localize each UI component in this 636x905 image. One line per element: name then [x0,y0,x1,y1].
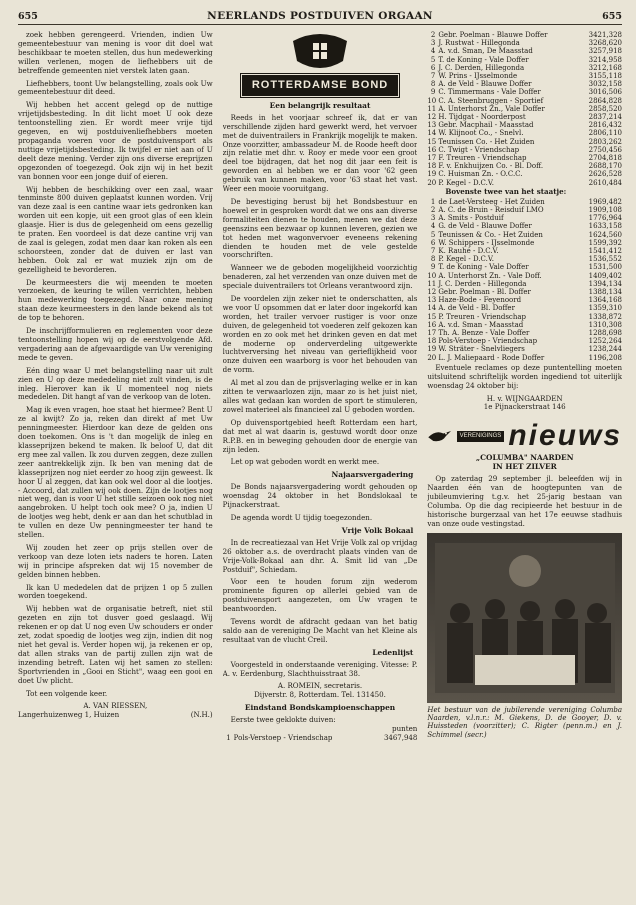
rank-points: 2806,110 [588,129,622,138]
rank-number: 5 [430,55,436,64]
rank-points: 3212,168 [588,63,622,72]
column-left [18,31,213,905]
ranking-row [427,31,622,39]
rank-name: A. C. de Bruin - Reisduif LMO [438,205,544,214]
col1-paragraph: Liefhebbers, toont Uw belangstelling, zoals ook Uw gemeentebestuur dit deed. [18,78,213,97]
rank-number: 9 [430,88,436,97]
important-paragraph: Let op wat geboden wordt en werkt mee. [230,457,380,467]
rank-number: 2 [430,205,436,214]
column-middle [223,31,418,905]
ranking-row [427,321,622,329]
col1-paragraph: Wij hebben de beschikking over een zaal, waar tenminste 800 duiven geplaatst kunnen worden. Vrij van deze zaal is een cantine waar iets gedronken kan worden uit een kopje, uit een groot glas of een klein glaasje. Hier is dus de gelegenheid om eens gezellig te praten. Een voordeel is dat deze cantine vrij van de zaal is gelegen, zodat men daar kan roken als een schoorsteen, zonder dat de duiven er last van hebben. Ook zal er wat muziek zijn om de gezelligheid te bevorderen. [18,184,213,274]
rank-points: 2864,828 [588,96,622,105]
rank-points: 1531,500 [588,263,622,272]
rank-name: K. Rauhé - D.C.V. [438,246,499,255]
romein-signature: A. ROMEIN, secretaris. [277,681,363,691]
ranking-row [427,179,622,187]
heading-kampioenschappen: Eindstand Bondskampioenschappen [244,703,396,713]
ranking-row [427,263,622,271]
rank-name: W. Prins - IJsselmonde [438,72,518,81]
ranking-row [427,354,622,362]
rank-number: 4 [430,222,436,231]
col1-paragraph: Wij hebben het accent gelegd op de nuttige vrijetijdsbesteding. In dit licht moet U ook deze tentoonstelling zien. Er wordt meer vrije tijd gegeven, en wij postduivenliefhebbers moeten propaganda voeren voor de postduivensport als nuttige vrijetijdsbesteding. Ik twijfel er niet aan of U deelt deze mening. Verder zijn ons diverse ereprijzen opgezonden of toegezegd. Ook zijn wij in het bezit van bonnen voor een jonge duif of eieren. [18,100,213,181]
rank-name: W. Schippers - IJsselmonde [438,238,535,247]
rank-points: 1196,208 [588,353,622,362]
rank-number: 6 [430,238,436,247]
ranking-subtitle: Bovenste twee van het staatje: [445,186,567,196]
rank-name: A. de Veld - Blauwe Doffer [438,80,532,89]
ranking-row [427,239,622,247]
rank-number: 20 [427,178,437,187]
rank-name: Th. A. Benze - Vale Doffer [438,329,530,338]
rank-points: 2858,520 [588,104,622,113]
rank-points: 1394,134 [588,279,622,288]
rank-number: 1 [226,734,231,742]
ranking-row [427,231,622,239]
ranking-row [427,288,622,296]
ranking-row [223,734,418,742]
rank-name: Teunissen & Co. - Het Zuiden [438,230,543,239]
ranking-list-2 [427,198,622,362]
rank-name: Teunissen Co. - Het Zuiden [438,137,535,146]
rank-number: 10 [427,96,437,105]
page-number-left: 655 [18,11,38,22]
ranking-row [427,138,622,146]
ranking-row [427,129,622,137]
bond-title: ROTTERDAMSE BOND [242,75,398,96]
rank-number: 18 [427,337,437,346]
photo-people-icon [435,543,615,693]
rank-points: 2837,214 [588,113,622,122]
col1-paragraph: Wij hebben wat de organisatie betreft, niet stil gezeten en zijn tot dusver goed geslaagd. Wij rekenen er op dat U nog even Uw schouders er onder zet, zodat spoedig de lootjes weg zijn, indien dit nog niet het geval is. Verder hopen wij, ja rekenen er op, dat allen straks van de partij zullen zijn wat de inzending betreft. Laten wij het samen zo stellen: Sportvrienden in „Gooi en Sticht", waag een gooi en doet Uw plicht. [18,604,213,685]
rank-name: Gebr. Macphail - Maasstad [438,121,534,130]
wijngaarden-name: H. v. WIJNGAARDEN [486,393,563,403]
ranking-row [427,296,622,304]
rank-number: 15 [427,312,437,321]
rank-number: 4 [430,47,436,56]
rank-name: C. Huisman Zn. - O.C.C. [438,170,523,179]
rank-number: 19 [427,170,437,179]
signature-address [18,711,213,720]
rank-name: A. Smits - Postduif [438,214,504,223]
rank-points: 3032,158 [588,80,622,89]
rank-name: H. Tijdgat - Noorderpost [438,113,526,122]
board-photo [427,533,622,703]
rank-points: 1969,482 [588,197,622,206]
rank-points: 1909,108 [588,205,622,214]
rank-points: 3421,328 [588,31,622,39]
rank-number: 16 [427,145,437,154]
ranking-row [427,337,622,345]
ranking-row [427,97,622,105]
ranking-row [427,39,622,47]
column-right [427,31,622,905]
rank-number: 3 [430,214,436,223]
rank-number: 3 [430,39,436,48]
col1-paragraph: Ik kan U mededelen dat de prijzen 1 op 5 zullen worden toegekend. [18,582,213,601]
rank-name: J. C. Derden - Hillegonda [438,279,527,288]
col1-paragraph: Wij zouden het zeer op prijs stellen over de verkoop van deze loten iets naders te horen. Laten wij in principe afspreken dat wij 15 november de gelden binnen hebben. [18,542,213,579]
rank-number: 13 [427,296,437,305]
rank-points: 2750,456 [588,145,622,154]
rank-points: 2688,170 [588,162,622,171]
signature-riessen: A. VAN RIESSEN, [83,701,148,711]
address-line: Langerhuizenweg 1, Huizen [18,710,120,720]
rank-points: 3268,620 [588,39,622,48]
rank-number: 13 [427,121,437,130]
meeting-text: De Bonds najaarsvergadering wordt gehouden op woensdag 24 oktober in het Bondslokaal te Pijnackerstraat. [222,482,418,510]
rank-name: Haze-Bode - Feyenoord [438,296,522,305]
rank-name: W. Sträter - Snelvliegers [438,345,525,354]
rank-name: C. A. Steenbruggen - Sportief [438,96,544,105]
vrije-volk-paragraph: Tevens wordt de afdracht gedaan van het batig saldo aan de vereniging De Macht van het Kleine als resultaat van de vlucht Creil. [222,617,418,644]
ranking-row [427,247,622,255]
ranking-row [427,72,622,80]
ranking-row [427,88,622,96]
rank-number: 14 [427,304,437,313]
rank-number: 1 [430,197,436,206]
rank-name: P. Treuren - Vriendschap [438,312,527,321]
ranking-row [427,113,622,121]
punten-label: punten [392,724,418,734]
rank-name: A. de Veld - Bl. Doffer [438,304,515,313]
pigeon-icon [427,422,452,450]
ranking-row [427,47,622,55]
important-paragraph: Al met al zou dan de prijsverlaging welke er in kan zitten te verwaarlozen zijn, maar zo is het juist niet, alles wat gedaan kan worden de sport te stimuleren, zowel materieel als financieel zal U geboden worden. [222,378,418,414]
ranking-row [427,198,622,206]
rank-points: 1364,168 [588,296,622,305]
rank-number: 19 [427,345,437,354]
rank-number: 7 [430,246,436,255]
rank-points: 1409,402 [588,271,622,280]
rank-name: C. Twigt - Vriendschap [438,145,520,154]
ranking-row [427,329,622,337]
heading-ledenlijst: Ledenlijst [372,647,414,657]
ranking-row [427,154,622,162]
heading-columba-1: „COLUMBA" NAARDEN [475,453,574,463]
ranking-row [427,146,622,154]
rank-name: W. Klijnoot Co., - Snelvl. [438,129,524,138]
photo-caption: Het bestuur van de jubilerende vereniging Columba Naarden, v.l.n.r.: M. Giekens, D. de Gooyer, D. v. Huissteden (voorzitter); C. Rigter (penn.m.) en J. Schimmel (secr.) [427,705,622,739]
vrije-volk-paragraph: Voor een te houden forum zijn wederom prominente figuren op allerlei gebied van de postduivensport aangezeten, om Uw vragen te beantwoorden. [222,577,418,614]
rank-number: 8 [430,80,436,89]
rank-name: C. Timmermans - Vale Doffer [438,88,541,97]
rank-points: 3155,118 [588,72,622,81]
rank-name: Gebr. Poelman - Blauwe Doffer [438,31,548,39]
ranking-row [427,255,622,263]
rank-points: 1359,310 [588,304,622,313]
rank-number: 11 [427,279,437,288]
col1-paragraph: zoek hebben gerengeerd. Vrienden, indien Uw gemeentebestuur van mening is voor dit doel wat beschikbaar te moeten stellen, dus hun medewerking willen verlenen, mogen de liefhebbers uit de betreffende gemeenten niet verstek laten gaan. [18,31,213,75]
vrije-volk-article [223,539,418,645]
important-paragraph: De bevestiging berust bij het Bondsbestuur en hoewel er in gesproken wordt dat we ons aan diverse formaliteiten dienen te houden, menen we dat deze geenszins een bezwaar op kunnen leveren, gezien we tot heden met wagonvervoer eveneens rekening dienden te houden met de vele gestelde voorschriften. [222,196,418,260]
rank-number: 12 [427,113,437,122]
rank-number: 16 [427,320,437,329]
rank-name: Pols-Verstoep - Vriendschap [233,734,333,742]
rank-points: 1252,264 [588,337,622,346]
rank-points: 1288,698 [588,329,622,338]
rank-points: 1776,964 [588,214,622,223]
ranking-row [427,313,622,321]
rank-number: 7 [430,72,436,81]
wijngaarden-address: 1e Pijnackerstraat 146 [483,402,566,412]
ranking-row [427,304,622,312]
rank-name: P. Kegel - D.C.V. [438,178,494,187]
rank-points: 1541,412 [588,246,622,255]
romein-address: Dijverstr. 8, Rotterdam. Tel. 131450. [254,690,386,700]
rank-number: 5 [430,230,436,239]
important-paragraph: De voordelen zijn zeker niet te onderschatten, als we voor U opsommen dat er later door ingekorfd kan worden, het trailer vervoer rustiger is voor onze duiven, de gelegenheid tot voederen zelf gekozen kan worden en zo ook met het drinken geven en dat met de moderne op onderverdeling uitgewerkte luchtverversing het niveau van gerieflijkheid voor onze duiven een waarborg is voor het behouden van de vorm. [222,294,418,375]
rank-number: 15 [427,137,437,146]
rank-name: P. Kegel - D.C.V. [438,255,494,264]
ranking-row [427,214,622,222]
rank-points: 1624,560 [588,230,622,239]
address-region: (N.H.) [190,710,213,720]
vrije-volk-paragraph: In de recreatiezaal van Het Vrije Volk zal op vrijdag 26 oktober a.s. de overdracht plaats vinden van de Vrije-Volk-Bokaal aan dhr. A. Smit lid van „De Postduif", Schiedam. [222,537,418,574]
rank-name: F. v. Enkhuijzen Co. - Bl. Doff. [438,162,544,171]
ranking-row [427,170,622,178]
col1-paragraph: Mag ik even vragen, hoe staat het hiermee? Bent U ze al kwijt? Zo ja, reken dan direkt af met Uw penningmeester. Hierdoor kan deze de gelden ons doen toekomen. Ons is 't dan mogelijk de inleg en klasseprijzen bekend te maken. Ik beloof U, dat dit erg mee zal vallen. Ik zou durven zeggen, deze zullen zeer aantrekkelijk zijn. Ik ben van mening dat de klasseprijzen nog niet eerder zo hoog zijn geweest. Ik hoor U al zeggen, dat kan ook wel door al die lootjes. - Accoord, dat zullen wij ook doen. Zijn de lootjes nog niet weg, dan is voor U het stille seizoen ook nog niet aangebroken. U helpt toch ook mee? O ja, indien U de lootjes weg hebt, denk er aan dan het schutblad in te vullen en deze Uw penningmeester ter hand te stellen. [18,405,213,540]
important-paragraph: Wanneer we de geboden mogelijkheid voorzichtig benaderen, zal het verzenden van onze duiven met de speciale duiventrailers tot Orleans verantwoord zijn. [222,263,418,291]
ranking-row [427,162,622,170]
rank-points: 2704,818 [588,154,622,163]
page-header [18,10,622,25]
rank-points: 1338,872 [588,312,622,321]
rank-name: Gebr. Poelman - Bl. Doffer [438,288,531,296]
rank-points: 2816,432 [588,121,622,130]
rank-points: 3467,948 [383,734,418,742]
rank-number: 17 [427,154,437,163]
rank-points: 1536,552 [588,255,622,264]
ranking-list-1 [427,31,622,187]
rank-name: J. C. Derden, Hillegonda [438,63,525,72]
rank-points: 1310,308 [588,320,622,329]
nieuws-logo: nieuws [508,418,622,452]
heading-important: Een belangrijk resultaat [269,100,371,110]
rank-number: 18 [427,162,437,171]
ranking-row [427,272,622,280]
rank-points: 3016,506 [588,88,622,97]
col1-paragraph: Eén ding waar U met belangstelling naar uit zult zien en U op deze mededeling niet zult vinden, is de inleg. Hierover kan ik U momenteel nog niets mededelen. Dit hangt af van de verkoop van de loten. [18,365,213,402]
heading-columba-2: IN HET ZILVER [492,462,557,472]
page-number-right: 655 [602,11,622,22]
rank-name: T. de Koning - Vale Doffer [438,55,529,64]
ranking-row [427,56,622,64]
rank-name: J. Rustwat - Hillegonda [438,39,520,48]
rank-number: 11 [427,104,437,113]
bond-logo [223,31,418,96]
rotterdam-crest-icon [285,31,355,75]
rank-points: 1633,158 [588,222,622,231]
verenigingsnieuws-header [427,418,622,452]
rank-name: A. v.d. Sman - Maasstad [438,320,524,329]
ranking-row [427,80,622,88]
reclames-text: Eventuele reclames op deze puntentelling moeten uitsluitend schriftelijk worden ingediend tot uiterlijk woensdag 24 oktober bij: [427,362,622,390]
rank-number: 12 [427,288,437,296]
ledenlijst-text: Voorgesteld in onderstaande vereniging. Vitesse: P. A. v. Eerdenburg, Slachthuisstraat 38. [222,659,418,678]
ranking-row [427,222,622,230]
rank-name: de Laet-Versteeg - Het Zuiden [438,197,545,206]
rank-points: 1238,244 [588,345,622,354]
important-paragraph: Op duivensportgebied heeft Rotterdam een hart, dat met al wat daarin is, gestuwd wordt door onze R.P.B. en in beweging gehouden door de energie van zijn leden. [222,417,418,454]
rank-points: 3214,958 [588,55,622,64]
rank-name: A. v.d. Sman, De Maasstad [438,47,533,56]
ranking-row [427,105,622,113]
rank-points: 2626,528 [588,170,622,179]
ranking-row [427,280,622,288]
rank-name: A. Unterhorst Zn., Vale Doffer [438,104,545,113]
col1-article [18,31,213,698]
ranking-row [427,121,622,129]
rank-name: A. Unterhorst Zn. - Vale Doff. [438,271,542,280]
ranking-row [427,64,622,72]
rank-number: 20 [427,353,437,362]
rank-number: 9 [430,263,436,272]
rank-name: L. J. Maliepaard - Rode Doffer [438,353,545,362]
rank-number: 17 [427,329,437,338]
rank-points: 1599,392 [588,238,622,247]
kamp-subtitle: Eerste twee geklokte duiven: [230,715,336,725]
agenda-text: De agenda wordt U tijdig toegezonden. [230,512,373,522]
rank-name: G. de Veld - Blauwe Doffer [438,222,532,231]
rank-number: 8 [430,255,436,264]
ranking-row [427,345,622,353]
columba-text: Op zaterdag 29 september jl. beleefden wij in Naarden één van de hoogtepunten van de jubileumviering t.g.v. het 25-jarig bestaan van Columba. Op die dag recipieerde het bestuur in de historische burgerzaal van het 17e eeuwse stadhuis van onze oude vestingstad. [427,474,622,528]
rank-number: 2 [430,31,436,39]
rank-points: 2803,262 [588,137,622,146]
col1-paragraph: Tot een volgende keer. [26,688,108,698]
important-paragraph: Reeds in het voorjaar schreef ik, dat er van verschillende zijden hard gewerkt werd, het vervoer met de duiventrailers in Frankrijk mogelijk te maken. Onze voorzitter, ambassadeur M. de Roode heeft door zijn relatie met dhr. v. Rooy er mede voor een groot deel toe bijdragen, dat het nog dit jaar een feit is geworden en al hebben we er dan voor '62 geen gebruik van kunnen maken, voor '63 staat het vast. Weer een mooie vooruitgang. [222,112,418,194]
heading-meeting: Najaarsvergadering [331,470,414,480]
important-article [223,114,418,468]
rank-number: 14 [427,129,437,138]
col1-paragraph: De inschrijfformulieren en reglementen voor deze tentoonstelling hopen wij op de eerstvolgende Afd. vergadering aan de afgevaardigde van Uw vereniging mede te geven. [18,326,213,362]
rank-number: 10 [427,271,437,280]
magazine-title: NEERLANDS POSTDUIVEN ORGAAN [207,10,433,22]
rank-points: 1388,134 [588,288,622,296]
rank-name: Pols-Verstoep - Vriendschap [438,337,538,346]
col1-paragraph: De keurmeesters die wij meenden te moeten verzoeken, de keuring te willen verrichten, hebben hun medewerking toegezegd. Naar onze mening staan deze keurmeesters in den lande bekend als tot de top te behoren. [18,277,213,323]
heading-vrije-volk: Vrije Volk Bokaal [341,525,414,535]
rank-name: F. Treuren - Vriendschap [438,154,527,163]
ranking-row [427,206,622,214]
rank-points: 3257,918 [588,47,622,56]
rank-points: 2610,484 [588,178,622,187]
rank-number: 6 [430,63,436,72]
rank-name: T. de Koning - Vale Doffer [438,263,529,272]
verenigings-badge: VERENIGINGS [457,431,505,442]
